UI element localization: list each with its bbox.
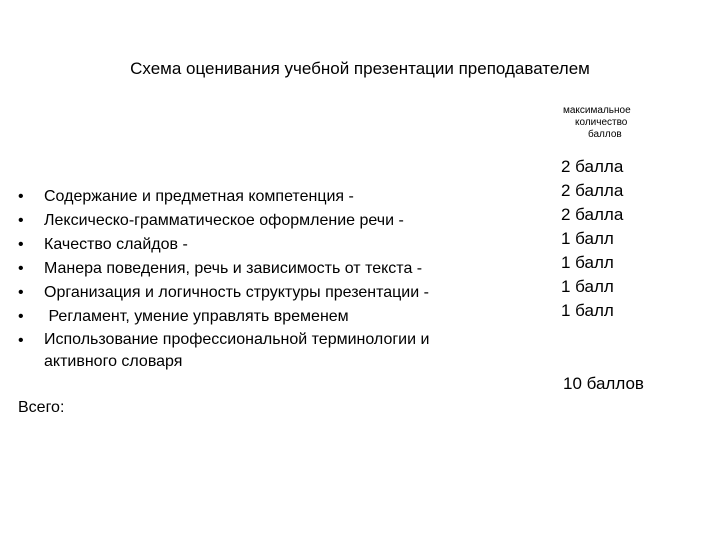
slide-title: Схема оценивания учебной презентации преподавателем — [130, 59, 590, 78]
criteria-item — [18, 185, 518, 209]
points-item: 1 балл — [561, 301, 614, 320]
max-points-header — [560, 105, 660, 141]
points-item: 2 балла — [561, 181, 624, 200]
max-points-header-line: максимальное — [563, 105, 631, 116]
points-list — [561, 155, 623, 323]
criteria-item — [18, 257, 518, 281]
max-points-header-line: баллов — [588, 129, 622, 140]
criteria-item — [18, 305, 518, 329]
points-item: 2 балла — [561, 205, 624, 224]
criteria-item-text: • Качество слайдов - — [44, 236, 188, 253]
max-points-header-line: количество — [575, 117, 628, 128]
criteria-item — [18, 281, 518, 305]
points-item: 1 балл — [561, 253, 614, 272]
criteria-item-text: • Лексическо-грамматическое оформление речи - — [44, 212, 404, 229]
criteria-item-text: • Организация и логичность структуры презентации - — [44, 284, 429, 301]
total-label: Всего: — [18, 399, 65, 416]
points-item: 2 балла — [561, 157, 624, 176]
criteria-item-text: • Манера поведения, речь и зависимость от текста - — [44, 260, 423, 277]
criteria-item-text: • Использование профессиональной терминологии и активного словаря — [44, 331, 430, 370]
criteria-item — [18, 329, 518, 373]
criteria-item-text: • Содержание и предметная компетенция - — [44, 188, 354, 205]
criteria-item — [18, 233, 518, 257]
criteria-item — [18, 209, 518, 233]
criteria-list — [18, 185, 518, 373]
criteria-item-text: • Регламент, умение управлять временем — [44, 308, 349, 325]
points-item: 1 балл — [561, 229, 614, 248]
total-points: 10 баллов — [563, 374, 644, 393]
points-item: 1 балл — [561, 277, 614, 296]
